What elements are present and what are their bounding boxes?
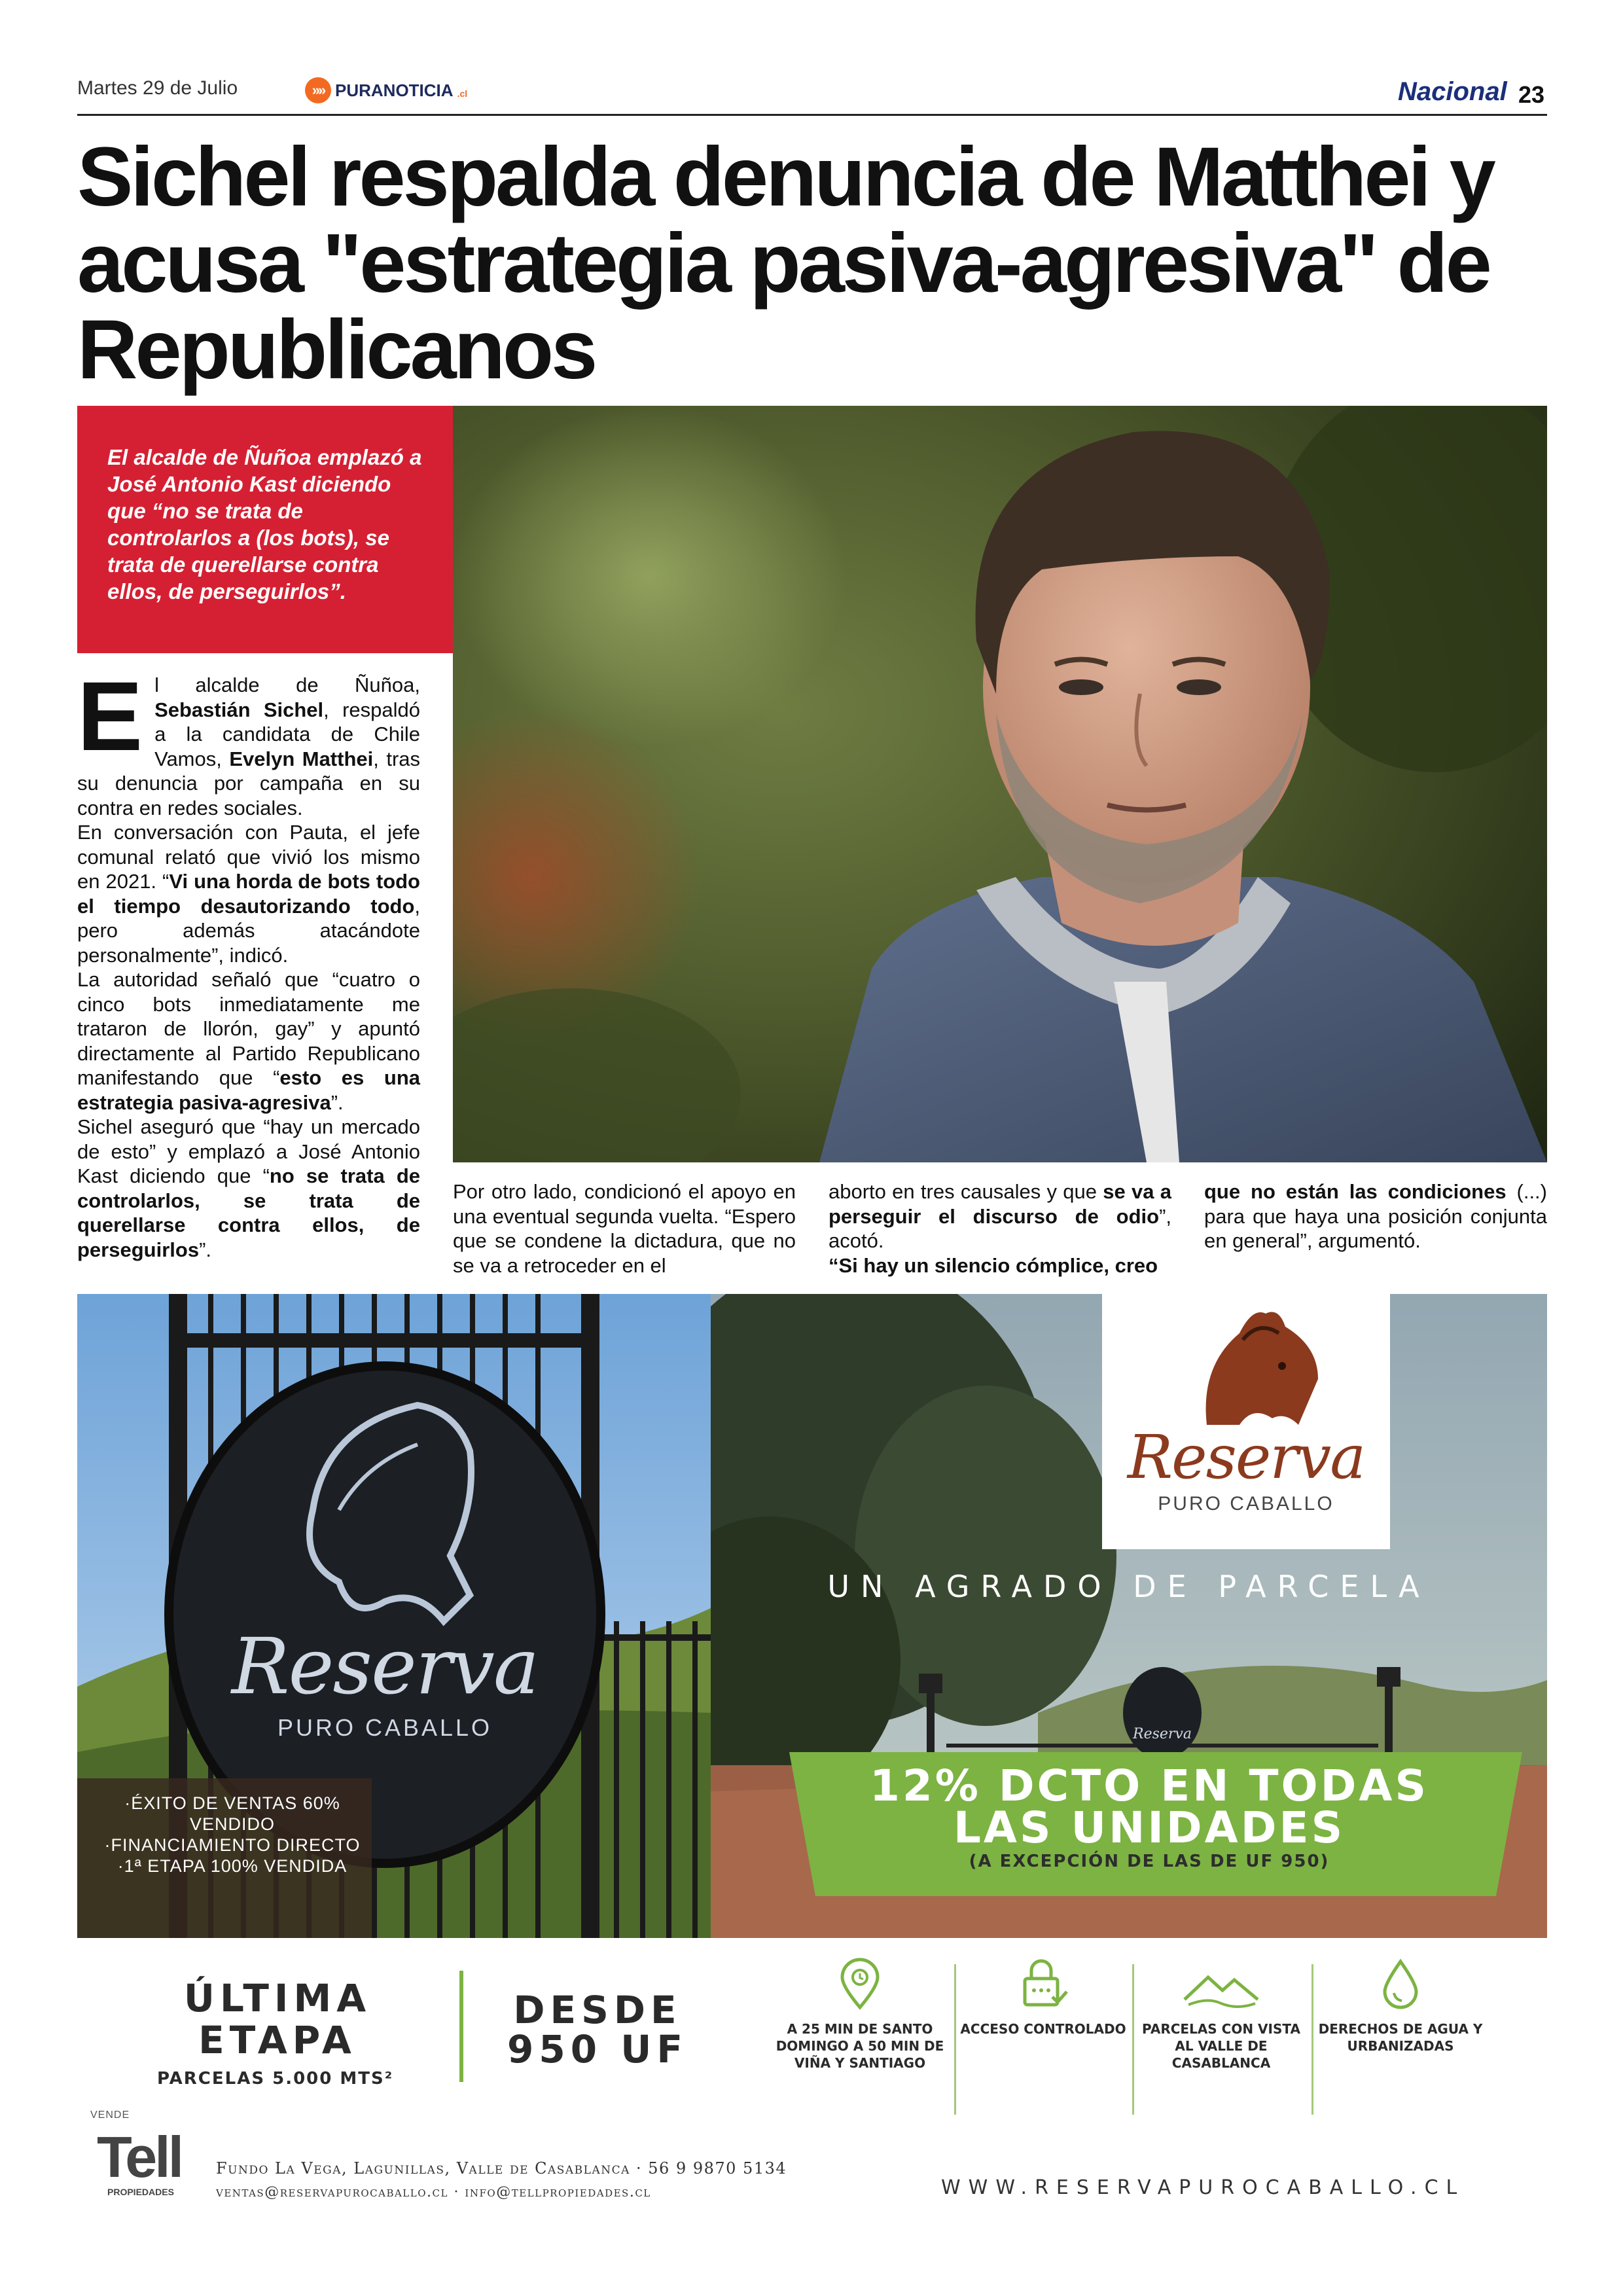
- discount-note: (A EXCEPCIÓN DE LAS DE UF 950): [969, 1852, 1330, 1871]
- p2-text-a: En conversación con Pauta, el jefe comunal relató que vivió los mismo en 2021. “: [77, 821, 420, 893]
- discount-line-2: LAS UNIDADES: [953, 1803, 1346, 1853]
- mountains-icon: [1182, 1958, 1260, 2010]
- feature-divider: [1311, 1964, 1313, 2115]
- feature-text: A 25 MIN DE SANTO DOMINGO A 50 MIN DE VIÑA Y SANTIAGO: [776, 2021, 944, 2071]
- article-photo: [453, 406, 1547, 1162]
- article-headline: Sichel respalda denuncia de Matthei y acusa "estrategia pasiva-agresiva" de Republicanos: [77, 130, 1493, 397]
- col3-text-c: ”, acotó.: [829, 1204, 1171, 1252]
- col3-text-a: aborto en tres causales y que: [829, 1180, 1103, 1203]
- feature-divider: [954, 1964, 956, 2115]
- p3-text-c: ”.: [330, 1090, 344, 1114]
- paragraph-1: [77, 661, 421, 820]
- col3-bold-b: se va a perseguir el discurso de odio: [829, 1180, 1171, 1228]
- feature-location: [775, 1958, 945, 2072]
- highlight-item: ·1ª ETAPA 100% VENDIDA: [117, 1856, 348, 1876]
- logo-suffix: .cl: [457, 88, 468, 99]
- logo-arrows-icon: »»: [305, 77, 331, 103]
- stage-line-2: ETAPA: [198, 2018, 357, 2062]
- p1-text-c: , respaldó a la candidata de Chile Vamos,: [154, 698, 420, 770]
- p4-text-a: Sichel aseguró que “hay un mercado de esto” y emplazó a José Antonio Kast diciendo que “: [77, 1115, 420, 1187]
- green-divider: [459, 1971, 463, 2082]
- p1-bold-d: Evelyn Matthei: [229, 747, 374, 770]
- tell-logo-sub: PROPIEDADES: [107, 2187, 174, 2197]
- stage-label: [173, 1977, 382, 2061]
- p4-text-c: ”.: [199, 1238, 211, 1261]
- feature-text: DERECHOS DE AGUA Y URBANIZADAS: [1318, 2021, 1483, 2054]
- paragraph-2: [77, 820, 420, 967]
- ad-landscape-photo: [711, 1294, 1547, 1938]
- col3-bold-d: “Si hay un silencio cómplice, creo: [829, 1253, 1158, 1277]
- seller-label: VENDE: [90, 2109, 130, 2121]
- ad-gate-photo: [77, 1294, 711, 1938]
- col4-paragraph: [1204, 1179, 1547, 1253]
- p1-bold-b: Sebastián Sichel: [154, 698, 324, 721]
- p2-bold-b: Vi una horda de bots todo el tiempo desautorizando todo: [77, 870, 420, 918]
- p2-text-c: , pero además atacándote personalmente”, indicó.: [77, 894, 420, 967]
- feature-access: [958, 1958, 1128, 2037]
- ad-emails[interactable]: ventas@reservapurocaballo.cl · info@tellpropiedades.cl: [216, 2184, 651, 2200]
- lock-keypad-icon: [1017, 1958, 1069, 2010]
- ad-website[interactable]: WWW.RESERVAPUROCABALLO.CL: [941, 2176, 1465, 2199]
- reserva-advertisement[interactable]: [77, 1294, 1547, 2225]
- discount-headline: [789, 1761, 1509, 1853]
- p4-bold-b: no se trata de controlarlos, se trata de querellarse contra ellos, de perseguirlos: [77, 1164, 420, 1261]
- col4-bold-a: que no están las condiciones: [1204, 1180, 1507, 1203]
- portrait-illustration: [453, 406, 1547, 1162]
- sign-subtitle: PURO CABALLO: [277, 1714, 493, 1741]
- col3-paragraph: [829, 1179, 1171, 1253]
- page-number: 23: [1518, 81, 1545, 108]
- gate-sign-brand: Reserva: [1133, 1726, 1192, 1742]
- sales-highlights: [77, 1778, 372, 1938]
- article-body-column-2: [453, 1179, 796, 1278]
- logo-text: PURANOTICIA: [335, 80, 454, 100]
- sign-brand: Reserva: [231, 1621, 539, 1712]
- location-pin-icon: [837, 1958, 883, 2010]
- highlight-item: ·ÉXITO DE VENTAS 60% VENDIDO: [124, 1793, 340, 1834]
- price-line-2: 950 UF: [507, 2027, 688, 2072]
- discount-line-1: 12% DCTO EN TODAS: [869, 1761, 1429, 1811]
- lot-size: PARCELAS 5.000 MTS²: [157, 2069, 394, 2089]
- p1-text-e: , tras su denuncia por campaña en su contra en redes sociales.: [77, 747, 421, 819]
- p3-bold-b: esto es una estrategia pasiva-agresiva: [77, 1066, 420, 1114]
- col4-text-b: (...) para que haya una posición conjunta en general”, argumentó.: [1204, 1180, 1547, 1252]
- reserva-logo-card[interactable]: [1102, 1294, 1390, 1549]
- feature-text: ACCESO CONTROLADO: [960, 2021, 1126, 2037]
- ad-address: Fundo La Vega, Lagunillas, Valle de Casablanca · 56 9 9870 5134: [216, 2159, 787, 2178]
- col2-text: Por otro lado, condicionó el apoyo en una eventual segunda vuelta. “Espero que se condene la dictadura, que no se va a retroceder en el: [453, 1180, 796, 1277]
- feature-divider: [1132, 1964, 1134, 2115]
- paragraph-4: [77, 1115, 420, 1262]
- puranoticia-logo[interactable]: [305, 76, 467, 105]
- feature-text: PARCELAS CON VISTA AL VALLE DE CASABLANCA: [1142, 2021, 1300, 2071]
- paragraph-3: [77, 967, 420, 1115]
- logo-brand: Reserva: [1127, 1422, 1365, 1492]
- p3-text-a: La autoridad señaló que “cuatro o cinco bots inmediatamente me trataron de llorón, gay” y apuntó directamente al Partido Republicano manifestando que “: [77, 968, 420, 1089]
- feature-view: [1136, 1958, 1306, 2072]
- col3-paragraph-2: [829, 1253, 1171, 1278]
- p1-text-a: l alcalde de Ñuñoa,: [154, 673, 420, 696]
- water-drop-icon: [1381, 1958, 1420, 2010]
- ad-info-strip: [77, 1938, 1547, 2225]
- ad-tagline: UN AGRADO DE PARCELA: [827, 1569, 1431, 1604]
- price-line-1: DESDE: [513, 1988, 682, 2032]
- stage-line-1: ÚLTIMA: [183, 1976, 372, 2020]
- logo-subtitle: PURO CABALLO: [1158, 1493, 1334, 1515]
- article-body-column-3: [829, 1179, 1171, 1278]
- article-body-column-1: [77, 661, 421, 1262]
- summary-text: El alcalde de Ñuñoa emplazó a José Antonio Kast diciendo que “no se trata de controlarlos a (los bots), se trata de querellarse contra ellos, de perseguirlos”.: [107, 445, 422, 603]
- article-body-column-4: [1204, 1179, 1547, 1253]
- issue-date: Martes 29 de Julio: [77, 77, 238, 99]
- tell-logo[interactable]: Tell: [97, 2125, 182, 2189]
- summary-box: [77, 406, 453, 653]
- section-name: Nacional: [1398, 77, 1507, 106]
- feature-water: [1315, 1958, 1486, 2054]
- drop-cap: E: [77, 661, 143, 771]
- price-label: [490, 1988, 705, 2072]
- highlight-item: ·FINANCIAMIENTO DIRECTO: [104, 1835, 361, 1855]
- header-divider: [77, 114, 1547, 116]
